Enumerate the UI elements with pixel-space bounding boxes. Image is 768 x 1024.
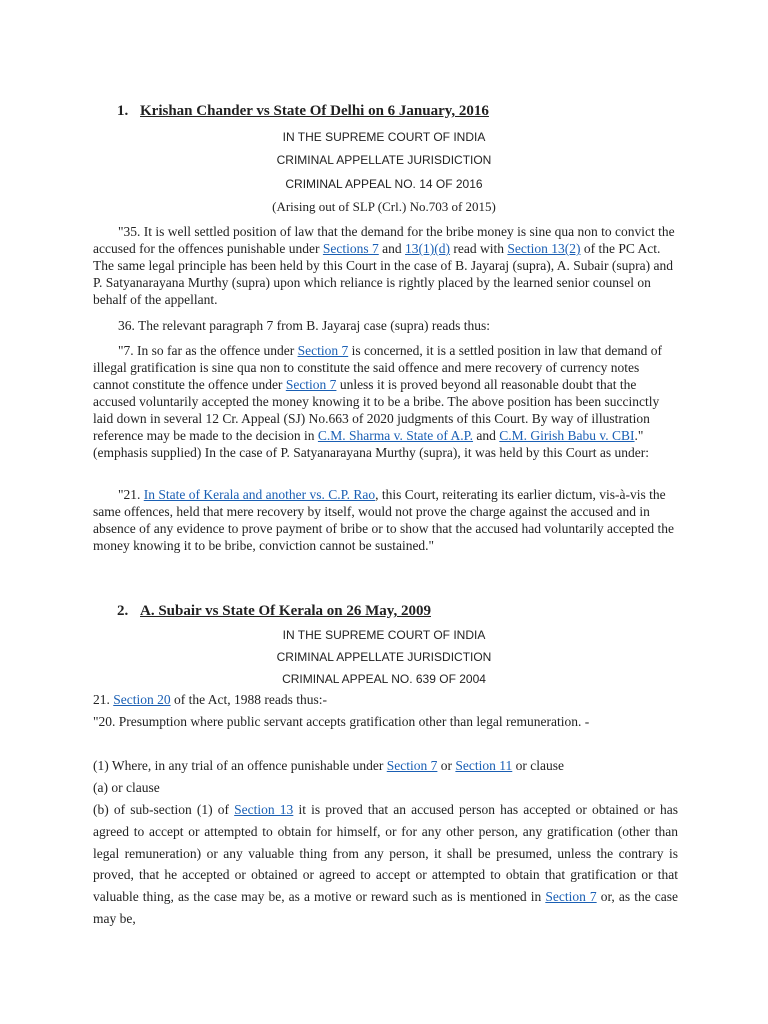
case-1-paragraph-36: 36. The relevant paragraph 7 from B. Jayaraj case (supra) reads thus: [118,318,490,333]
case-1-jurisdiction: CRIMINAL APPELLATE JURISDICTION [276,153,492,167]
clause-b [93,799,678,930]
case-1-heading [117,103,489,120]
text-run: it is proved that an accused person has accepted or obtained or has agreed to accept or attempted to obtain for himself, or for any other person, any gratification (other than legal remuneration) or any valuable thing from any person, it shall be presumed, unless the contrary is proved, that he accepted or obtained or agreed to accept or attempted to obtain that gratification or that valuable thing, as the case may be, as a motive or reward such as is mentioned in [93,802,678,905]
text-run: or, as the case may be, [93,889,678,926]
text-run: or [437,758,456,773]
link-section-7[interactable]: Section 7 [297,343,349,358]
text-run: "7. In so far as the offence under [118,343,298,358]
case-2-appeal-number: CRIMINAL APPEAL NO. 639 OF 2004 [282,672,486,686]
text-run: or clause [512,758,564,773]
text-run: (b) of sub-section (1) of [93,802,235,817]
link-13-1-d[interactable]: 13(1)(d) [405,241,451,256]
text-run: is concerned, it is a settled position in law that demand of illegal gratification is sine qua non to constitute the said offence and mere recovery of currency notes cannot constitute the offence under [93,343,663,392]
case-2-title[interactable]: A. Subair vs State Of Kerala on 26 May, 2009 [140,603,431,619]
link-sections-7[interactable]: Sections 7 [322,241,379,256]
link-section-13-2[interactable]: Section 13(2) [507,241,581,256]
case-1-title[interactable]: Krishan Chander vs State Of Delhi on 6 January, 2016 [140,103,489,119]
link-section-11[interactable]: Section 11 [455,758,513,773]
text-run: (1) Where, in any trial of an offence punishable under [93,758,387,773]
text-run: read with [450,241,508,256]
link-cm-girish-babu[interactable]: C.M. Girish Babu v. CBI [499,428,635,443]
case-1-paragraph-7 [93,342,678,461]
case-2-heading [117,603,431,620]
link-section-20[interactable]: Section 20 [113,692,171,707]
case-2-jurisdiction: CRIMINAL APPELLATE JURISDICTION [276,650,492,664]
case-1-court: IN THE SUPREME COURT OF INDIA [282,130,486,144]
case-2-paragraph-21 [93,689,678,711]
link-cm-sharma[interactable]: C.M. Sharma v. State of A.P. [317,428,474,443]
clause-a: (a) or clause [93,780,160,795]
text-run: and [378,241,406,256]
link-section-13[interactable]: Section 13 [234,802,294,817]
link-state-of-kerala-cp-rao[interactable]: In State of Kerala and another vs. C.P. Rao [143,487,376,502]
text-run: 21. [93,692,114,707]
case-1-paragraph-35 [93,223,678,308]
case-2-number: 2. [117,603,129,619]
link-section-7[interactable]: Section 7 [545,889,597,905]
link-section-7[interactable]: Section 7 [285,377,337,392]
case-1-appeal-number: CRIMINAL APPEAL NO. 14 OF 2016 [285,177,483,191]
text-run: "21. [118,487,144,502]
text-run: , this Court, reiterating its earlier dictum, vis-à-vis the same offences, held that mere recovery by itself, would not prove the charge against the accused and in absence of any evidence to prove payment of bribe or to show that the accused had voluntarily accepted the money knowing it to be bribe, conviction cannot be sustained." [93,487,675,553]
text-run: of the PC Act. The same legal principle has been held by this Court in the case of B. Jayaraj (supra), A. Subair (supra) and P. Satyanarayana Murthy (supra) upon which reliance is rightly placed by the learned senior counsel on behalf of the appellant. [93,241,673,307]
link-section-7[interactable]: Section 7 [386,758,438,773]
text-run: ." (emphasis supplied) In the case of P. Satyanarayana Murthy (supra), it was held by this Court as under: [93,428,649,460]
sub-section-1 [93,755,678,777]
case-2-court: IN THE SUPREME COURT OF INDIA [282,628,486,642]
case-1-arising: (Arising out of SLP (Crl.) No.703 of 2015) [272,199,496,214]
text-run: unless it is proved beyond all reasonable doubt that the accused voluntarily accepted the money knowing it to be a bribe. The above position has been succinctly laid down in several 12 Cr. Appeal (SJ) No.663 of 2020 judgments of this Court. By way of illustration reference may be made to the decision in [93,377,660,443]
text-run: and [473,428,500,443]
section-20-heading: "20. Presumption where public servant accepts gratification other than legal remuneration. - [93,714,590,729]
case-1-number: 1. [117,103,129,119]
text-run: "35. It is well settled position of law that the demand for the bribe money is sine qua non to convict the accused for the offences punishable under [93,224,675,256]
text-run: of the Act, 1988 reads thus:- [170,692,327,707]
case-1-paragraph-21 [93,486,678,554]
